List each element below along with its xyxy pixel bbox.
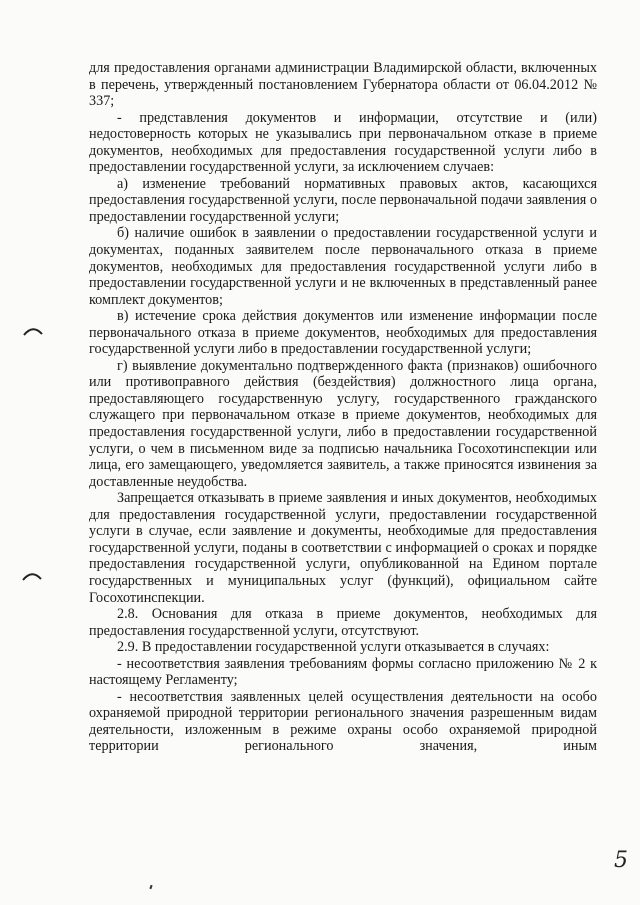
paragraph-prohibition: Запрещается отказывать в приеме заявления и иных документов, необходимых для предоставления государственной услуги, предоставлении государственной услуги в случае, если заявление и документы, необходимые для предоставления государственной услуги, поданы в соответствии с информацией о сроках и порядке предоставления государственной услуги, опубликованной на Едином портале государственных и муниципальных услуг (функций), официальном сайте Госохотинспекции. <box>89 490 597 606</box>
paragraph-list-item: - несоответствия заявления требованиям формы согласно приложению № 2 к настоящему Регламенту; <box>89 655 597 689</box>
hole-punch-mark-icon <box>23 326 43 336</box>
paragraph-continuation: для предоставления органами администрации Владимирской области, включенных в перечень, утвержденный постановлением Губернатора области от 06.04.2012 № 337; <box>89 60 597 110</box>
document-body <box>89 60 597 755</box>
paragraph-list-item: - несоответствия заявленных целей осуществления деятельности на особо охраняемой природной территории регионального значения разрешенным видам деятельности, изложенным в режиме охраны особо охраняемой природной территории регионального значения, иным <box>89 688 597 755</box>
paragraph-subitem-a: а) изменение требований нормативных правовых актов, касающихся предоставления государственной услуги, после первоначальной подачи заявления о предоставлении государственной услуги; <box>89 175 597 225</box>
paragraph-section-2-9: 2.9. В предоставлении государственной услуги отказывается в случаях: <box>117 639 550 656</box>
paragraph-section-2-8: 2.8. Основания для отказа в приеме документов, необходимых для предоставления государственной услуги, отсутствуют. <box>89 606 597 639</box>
hole-punch-mark-icon <box>22 571 42 581</box>
scan-speck <box>149 885 152 889</box>
paragraph-subitem-v: в) истечение срока действия документов или изменение информации после первоначального отказа в приеме документов, необходимых для предоставления государственной услуги либо в предоставлении государственной услуги; <box>89 308 597 358</box>
page-number: 5 <box>614 848 628 873</box>
paragraph-list-item: - представления документов и информации, отсутствие и (или) недостоверность которых не указывались при первоначальном отказе в приеме документов, необходимых для предоставления государственной услуги либо в предоставлении государственной услуги, за исключением случаев: <box>89 109 597 176</box>
paragraph-subitem-g: г) выявление документально подтвержденного факта (признаков) ошибочного или противоправного действия (бездействия) должностного лица органа, предоставляющего государственную услугу, государственного гражданского служащего при первоначальном отказе в приеме документов, необходимых для предоставления государственной услуги, либо в предоставлении государственной услуги, о чем в письменном виде за подписью начальника Госохотинспекции или лица, его замещающего, уведомляется заявитель, а также приносятся извинения за доставленные неудобства. <box>89 357 597 490</box>
paragraph-subitem-b: б) наличие ошибок в заявлении о предоставлении государственной услуги и документах, поданных заявителем после первоначального отказа в приеме документов, необходимых для предоставления государственной услуги либо в предоставлении государственной услуги и не включенных в представленный ранее комплект документов; <box>89 225 597 308</box>
